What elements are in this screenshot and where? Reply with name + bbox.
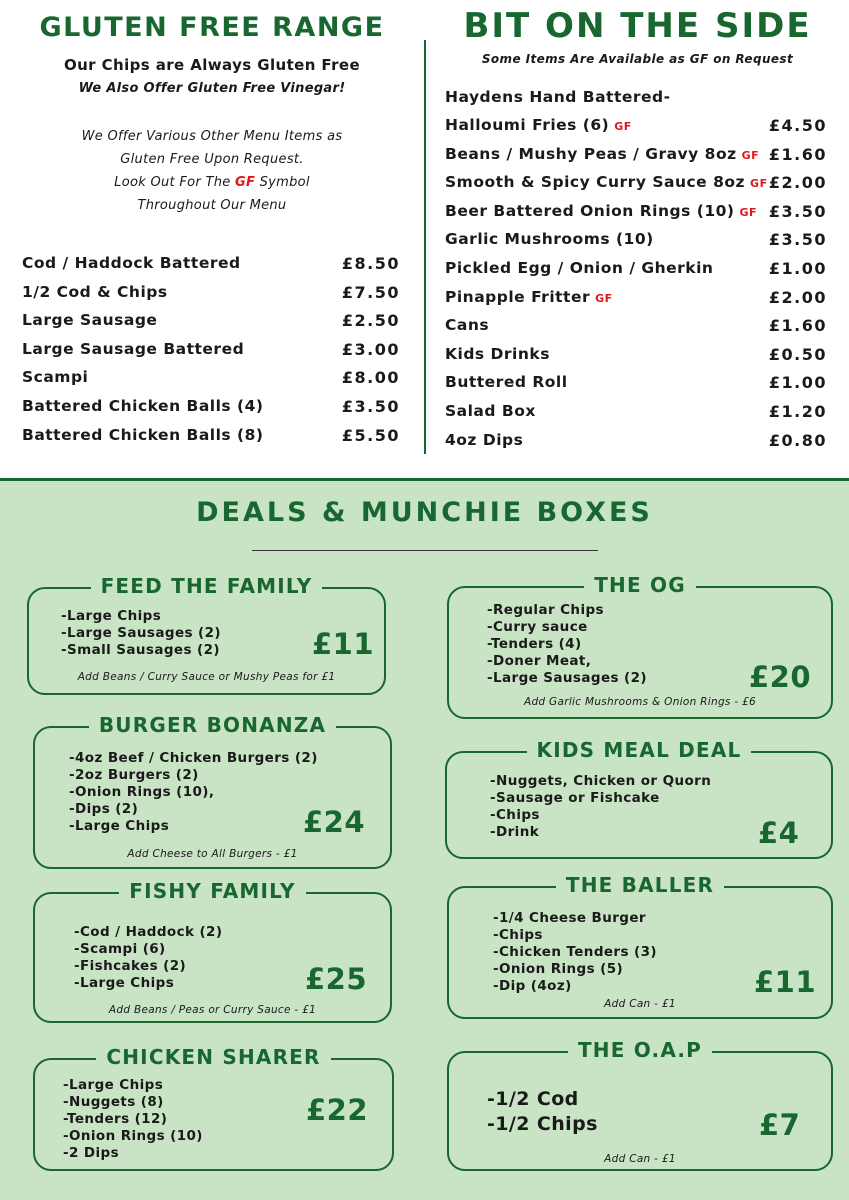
side-title: BIT ON THE SIDE — [463, 6, 812, 46]
menu-item-name: Smooth & Spicy Curry Sauce 8oz — [445, 173, 746, 192]
deal-price: £22 — [306, 1093, 369, 1127]
side-subtitle: Some Items Are Available as GF on Request — [481, 52, 794, 66]
deal-item: -Large Chips — [63, 1077, 164, 1093]
menu-item-price: £2.00 — [768, 287, 827, 307]
deal-note: Add Can - £1 — [604, 998, 676, 1010]
menu-item-name: Kids Drinks — [445, 344, 550, 363]
menu-item-price: £8.00 — [341, 368, 400, 388]
deal-price: £20 — [749, 660, 812, 694]
menu-item-name: Beer Battered Onion Rings (10) — [445, 201, 735, 220]
menu-item-name: Pickled Egg / Onion / Gherkin — [445, 258, 714, 277]
deals-rule — [252, 550, 598, 551]
deal-title: FISHY FAMILY — [119, 879, 305, 903]
menu-item — [22, 254, 400, 283]
gf-symbol: GF — [235, 175, 256, 190]
deal-box-the-baller — [447, 873, 833, 1019]
menu-item-price: £1.60 — [768, 144, 827, 164]
deal-title: THE BALLER — [556, 873, 724, 897]
deal-price: £11 — [754, 965, 817, 999]
menu-item — [22, 397, 400, 426]
menu-item-price: £5.50 — [341, 425, 400, 445]
deal-item: -Large Sausages (2) — [487, 670, 647, 686]
menu-item-name: Cod / Haddock Battered — [22, 254, 241, 272]
menu-item — [445, 373, 827, 402]
menu-item — [445, 402, 827, 431]
deal-item: -Large Chips — [74, 975, 175, 991]
menu-item — [445, 288, 827, 317]
menu-item-price: £1.60 — [768, 316, 827, 336]
deal-price: £25 — [305, 962, 368, 996]
side-price-list — [445, 116, 827, 459]
deal-item: -Regular Chips — [487, 602, 604, 618]
deal-title: FEED THE FAMILY — [91, 574, 323, 598]
menu-item-name: Salad Box — [445, 401, 536, 420]
top-section — [0, 0, 849, 478]
menu-item-price: £3.50 — [768, 201, 827, 221]
deal-items — [74, 924, 222, 992]
gf-info-line: We Offer Various Other Menu Items as — [81, 129, 343, 144]
menu-item-name: Pinapple Fritter — [445, 287, 591, 306]
menu-item-price: £2.00 — [768, 173, 827, 193]
deal-items — [487, 1087, 598, 1137]
menu-item-price: £7.50 — [341, 282, 400, 302]
deal-title: CHICKEN SHARER — [96, 1045, 330, 1069]
deal-item: -1/2 Cod — [487, 1088, 579, 1110]
deal-box-the-oap — [447, 1038, 833, 1171]
menu-item — [445, 345, 827, 374]
deal-price: £4 — [758, 816, 800, 850]
menu-item-name: Battered Chicken Balls (8) — [22, 425, 264, 444]
deal-item: -Chips — [493, 927, 543, 943]
menu-item-price: £0.50 — [768, 344, 827, 364]
deal-item: -Dips (2) — [69, 801, 139, 817]
deal-item: -1/2 Chips — [487, 1113, 598, 1135]
deal-item: -Nuggets (8) — [63, 1094, 164, 1110]
deal-title: THE O.A.P — [568, 1038, 712, 1062]
deal-items — [69, 750, 318, 835]
deal-box-fishy-family — [33, 879, 392, 1023]
menu-item — [22, 283, 400, 312]
gf-badge: GF — [614, 120, 632, 133]
deal-item: -Tenders (4) — [487, 636, 582, 652]
column-divider — [424, 40, 426, 454]
gf-badge: GF — [739, 205, 758, 219]
deal-items — [487, 602, 647, 687]
menu-item-name: Scampi — [22, 368, 89, 387]
deal-item: -Onion Rings (10), — [69, 784, 215, 800]
deal-item: -Scampi (6) — [74, 941, 166, 957]
deal-item: -1/4 Cheese Burger — [493, 910, 646, 926]
menu-item — [22, 340, 400, 369]
side-heading: Haydens Hand Battered- — [445, 88, 671, 106]
menu-item-name: 4oz Dips — [445, 430, 524, 449]
deal-item: -Dip (4oz) — [493, 978, 572, 994]
deal-title: BURGER BONANZA — [89, 713, 336, 737]
deal-note: Add Cheese to All Burgers - £1 — [127, 848, 298, 860]
deal-box-kids-meal-deal — [445, 738, 833, 859]
deal-title: KIDS MEAL DEAL — [527, 738, 752, 762]
deal-box-chicken-sharer — [33, 1045, 394, 1171]
menu-item-name: Cans — [445, 316, 490, 335]
deal-item: -2oz Burgers (2) — [69, 767, 199, 783]
gluten-free-info — [0, 125, 424, 217]
gf-info-line: Throughout Our Menu — [137, 198, 287, 213]
deal-box-the-og — [447, 573, 833, 719]
deal-note: Add Can - £1 — [604, 1153, 676, 1165]
deals-title: DEALS & MUNCHIE BOXES — [196, 497, 653, 528]
deal-items — [61, 608, 221, 659]
deal-item: -Tenders (12) — [63, 1111, 168, 1127]
gluten-free-vinegar-note: We Also Offer Gluten Free Vinegar! — [78, 81, 346, 96]
deal-item: -4oz Beef / Chicken Burgers (2) — [69, 750, 318, 766]
deal-note: Add Garlic Mushrooms & Onion Rings - £6 — [523, 696, 757, 708]
deal-item: -Curry sauce — [487, 619, 588, 635]
menu-item-price: £0.80 — [768, 430, 827, 450]
deal-items — [490, 773, 711, 841]
gluten-free-price-list — [22, 254, 400, 454]
menu-item-name: 1/2 Cod & Chips — [22, 282, 168, 301]
menu-item — [445, 116, 827, 145]
menu-item — [445, 230, 827, 259]
menu-item — [22, 311, 400, 340]
gf-info-line: Look Out For The GF Symbol — [114, 175, 310, 190]
deal-item: -Fishcakes (2) — [74, 958, 187, 974]
menu-item-price: £1.00 — [768, 373, 827, 393]
menu-item — [445, 202, 827, 231]
menu-item — [445, 259, 827, 288]
deal-price: £24 — [303, 805, 366, 839]
deal-box-feed-the-family — [27, 574, 386, 695]
deal-item: -Doner Meat, — [487, 653, 592, 669]
deal-item: -Large Chips — [61, 608, 162, 624]
menu-item — [445, 173, 827, 202]
menu-item-price: £3.50 — [341, 396, 400, 416]
deal-note: Add Beans / Peas or Curry Sauce - £1 — [108, 1004, 317, 1016]
menu-item-price: £3.00 — [341, 339, 400, 359]
deal-item: -Small Sausages (2) — [61, 642, 220, 658]
deal-price: £7 — [759, 1108, 801, 1142]
gf-badge: GF — [750, 177, 768, 191]
deal-box-burger-bonanza — [33, 713, 392, 869]
deal-price: £11 — [312, 627, 375, 661]
deal-item: -2 Dips — [63, 1145, 120, 1161]
menu-item-price: £2.50 — [341, 311, 400, 331]
deal-title: THE OG — [584, 573, 696, 597]
menu-item-name: Halloumi Fries (6) — [445, 116, 610, 134]
deal-item: -Large Sausages (2) — [61, 625, 221, 641]
gluten-free-title: GLUTEN FREE RANGE — [39, 12, 385, 43]
menu-item — [445, 316, 827, 345]
menu-item — [445, 145, 827, 174]
menu-item-name: Garlic Mushrooms (10) — [445, 230, 654, 249]
menu-item — [22, 368, 400, 397]
deal-item: -Large Chips — [69, 818, 170, 834]
menu-item-name: Large Sausage Battered — [22, 339, 245, 358]
menu-item-price: £3.50 — [768, 230, 827, 250]
deal-item: -Onion Rings (10) — [63, 1128, 203, 1144]
deal-items — [493, 910, 657, 995]
deal-items — [63, 1077, 203, 1162]
menu-item-name: Battered Chicken Balls (4) — [22, 396, 264, 415]
gluten-free-subtitle: Our Chips are Always Gluten Free — [63, 56, 361, 74]
menu-item-name: Buttered Roll — [445, 373, 568, 392]
gf-badge: GF — [741, 148, 760, 162]
menu-item-name: Large Sausage — [22, 311, 158, 330]
deal-item: -Cod / Haddock (2) — [74, 924, 223, 940]
menu-item — [445, 431, 827, 460]
gf-info-line: Gluten Free Upon Request. — [120, 152, 304, 167]
deals-section — [0, 478, 849, 1200]
menu-item-price: £1.00 — [768, 258, 827, 278]
deal-item: -Onion Rings (5) — [493, 961, 624, 977]
deal-item: -Sausage or Fishcake — [490, 790, 660, 806]
deal-item: -Chicken Tenders (3) — [493, 944, 657, 960]
menu-item-price: £1.20 — [768, 401, 827, 421]
menu-item-price: £4.50 — [768, 116, 827, 135]
deal-item: -Nuggets, Chicken or Quorn — [490, 773, 712, 789]
menu-item — [22, 426, 400, 455]
deal-note: Add Beans / Curry Sauce or Mushy Peas for £1 — [77, 671, 336, 683]
deal-item: -Chips — [490, 807, 540, 823]
deal-item: -Drink — [490, 824, 540, 840]
gf-badge: GF — [595, 291, 613, 305]
menu-item-name: Beans / Mushy Peas / Gravy 8oz — [445, 144, 737, 163]
menu-item-price: £8.50 — [341, 254, 400, 273]
